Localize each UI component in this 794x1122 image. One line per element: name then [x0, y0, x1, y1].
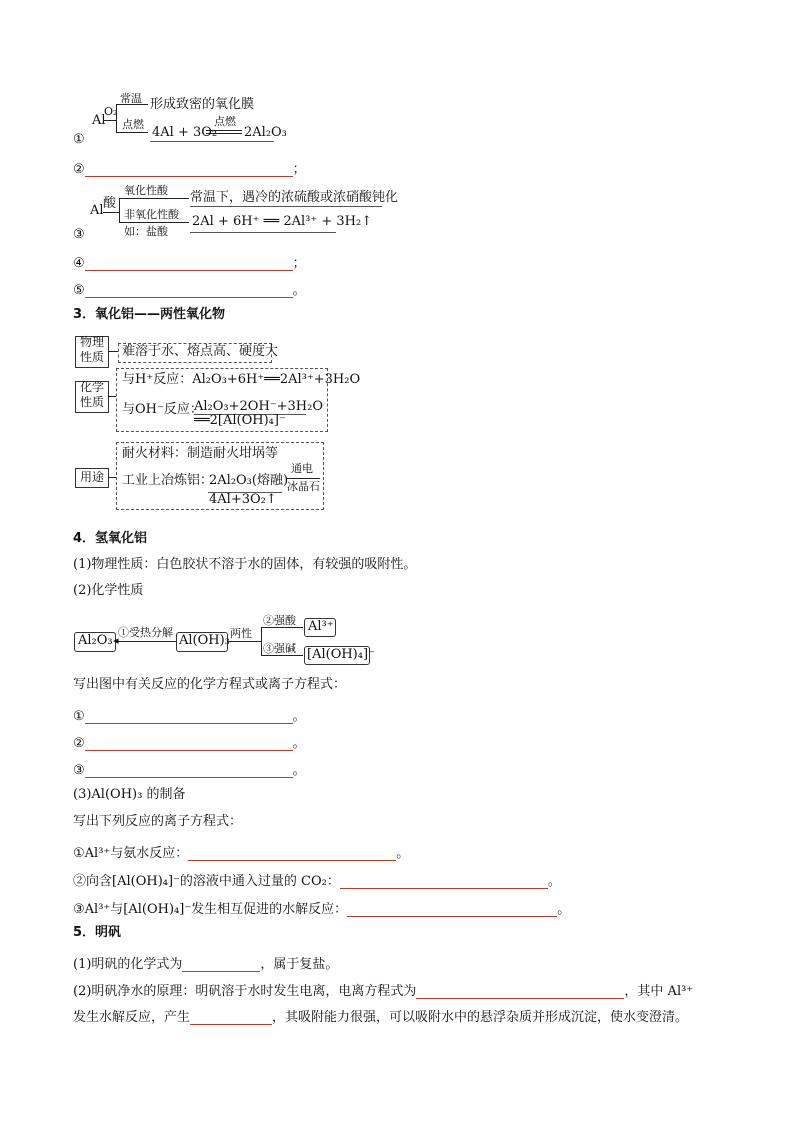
period-p1: 。	[396, 846, 410, 861]
alum-hydrolysis-line	[73, 1006, 688, 1025]
prep-question-2	[73, 870, 561, 889]
answer-blank-alum-formula[interactable]	[182, 959, 260, 972]
o2-label: O₂	[104, 105, 118, 118]
period: 。	[292, 283, 306, 298]
blank-line-h2	[73, 732, 306, 751]
chem-oh-eq-top: Al₂O₃+2OH⁻+3H₂O	[194, 399, 324, 414]
answer-blank-p1[interactable]	[188, 848, 396, 861]
sec4-prep-heading: (3)Al(OH)₃ 的制备	[73, 787, 186, 802]
prep-question-3	[73, 898, 570, 917]
d-al2o3: Al₂O₃	[78, 633, 113, 648]
phys-label: 物理性质	[79, 335, 104, 364]
alum-al3-text: ，其中 Al³⁺	[624, 984, 694, 999]
answer-blank-p3[interactable]	[347, 904, 557, 917]
chem-oh-label: 与OH⁻反应：	[122, 402, 203, 417]
answer-blank-h2[interactable]	[85, 738, 293, 751]
item-2-marker: ②	[73, 162, 85, 177]
prep-q2-text: 向含[Al(OH)₄]⁻的溶液中通入过量的 CO₂：	[86, 874, 340, 889]
answer-blank-h1[interactable]	[85, 711, 293, 724]
period-h2: 。	[292, 736, 306, 751]
eq-al-o2-left: 4Al + 3O₂	[152, 125, 218, 140]
prep-marker-1: ①	[73, 846, 85, 861]
cond-electrolysis: 通电	[291, 462, 313, 475]
item-4-marker: ④	[73, 256, 85, 271]
section-4-title: 4．氢氧化铝	[73, 531, 148, 546]
al-symbol: Al	[92, 113, 106, 128]
prep-question-1	[73, 842, 409, 861]
period-p3: 。	[557, 902, 571, 917]
alum-principle-text: (2)明矾净水的原理：明矾溶于水时发生电离，电离方程式为	[73, 984, 417, 999]
blank-line-h3	[73, 759, 306, 778]
answer-blank-ionization[interactable]	[416, 986, 624, 999]
prep-marker-3: ③	[73, 902, 85, 917]
use-refractory: 耐火材料：制造耐火坩埚等	[122, 446, 279, 461]
chem-h-reaction: 与H⁺反应：Al₂O₃+6H⁺══2Al³⁺+3H₂O	[122, 372, 361, 387]
eq-al-acid: 2Al + 6H⁺ ══ 2Al³⁺ + 3H₂↑	[192, 214, 373, 229]
hydroxide-item-2-marker: ②	[73, 736, 85, 751]
blank-line-h1	[73, 705, 306, 724]
answer-blank-4[interactable]	[85, 258, 293, 271]
passivation-text: 常温下，遇冷的浓硫酸或浓硝酸钝化	[190, 190, 399, 205]
al-symbol-2: Al	[90, 203, 104, 218]
d-strong-base: ③强碱	[263, 642, 296, 655]
d-decomp-label: ①受热分解	[118, 626, 173, 639]
hydroxide-item-1-marker: ①	[73, 709, 85, 724]
item-1-marker: ①	[73, 132, 85, 147]
eq-al-o2-right: 2Al₂O₃	[244, 125, 287, 140]
blank-line-2	[73, 158, 306, 177]
item-3-marker: ③	[73, 227, 85, 242]
chem-label: 化学性质	[79, 380, 104, 409]
sec4-prompt: 写出图中有关反应的化学方程式或离子方程式：	[73, 677, 347, 692]
eq-al-o2-cond: 点燃	[214, 115, 236, 128]
alum-formula-line	[73, 953, 338, 972]
use-label: 用途	[79, 470, 104, 484]
sec4-chem-props-heading: (2)化学性质	[73, 583, 144, 598]
section-5-title: 5．明矾	[73, 925, 122, 940]
acid-example: 如：盐酸	[124, 225, 168, 238]
period-h1: 。	[292, 709, 306, 724]
blank-line-5	[73, 279, 306, 298]
alum-hydrolysis-text: 发生水解反应，产生	[73, 1010, 191, 1025]
alum-adsorption-text: ，其吸附能力很强，可以吸附水中的悬浮杂质并形成沉淀，使水变澄清。	[272, 1010, 689, 1025]
use-smelting-left: 2Al₂O₃(熔融)	[209, 473, 289, 488]
d-amphoteric: 两性	[230, 627, 252, 640]
chem-oh-eq-bottom: ══2[Al(OH)₄]⁻	[194, 413, 286, 428]
acid-label: 酸	[103, 196, 117, 211]
cond-ignite: 点燃	[122, 118, 144, 131]
d-strong-acid: ②强酸	[263, 614, 296, 627]
answer-blank-product[interactable]	[190, 1012, 272, 1025]
answer-blank-5[interactable]	[85, 285, 293, 298]
cond-cryolite: 冰晶石	[287, 480, 320, 493]
d-aloh3: Al(OH)₃	[179, 633, 230, 648]
d-aloh4: [Al(OH)₄]⁻	[307, 647, 375, 662]
answer-blank-p2[interactable]	[340, 876, 548, 889]
alum-double-salt-text: ，属于复盐。	[260, 957, 339, 972]
arrow-head-left: ◂	[113, 634, 119, 647]
prep-q1-text: Al³⁺与氨水反应：	[84, 846, 189, 861]
answer-blank-2[interactable]	[85, 164, 293, 177]
prep-marker-2: ②	[73, 874, 87, 889]
blank-line-4	[73, 252, 306, 271]
semicolon: ；	[292, 162, 306, 177]
d-al3: Al³⁺	[308, 619, 334, 634]
period-h3: 。	[292, 763, 306, 778]
phys-content: 难溶于水、熔点高、硬度大	[122, 344, 279, 359]
cond-nonoxidizing-acid: 非氧化性酸	[124, 208, 179, 221]
answer-blank-h3[interactable]	[85, 765, 293, 778]
prep-q3-text: Al³⁺与[Al(OH)₄]⁻发生相互促进的水解反应：	[84, 902, 348, 917]
sec4-prompt-2: 写出下列反应的离子方程式：	[73, 814, 243, 829]
item-5-marker: ⑤	[73, 283, 85, 298]
cond-oxidizing-acid: 氧化性酸	[124, 184, 168, 197]
section-3-title: 3．氧化铝——两性氧化物	[73, 307, 226, 322]
alum-formula-text: (1)明矾的化学式为	[73, 957, 183, 972]
use-smelting-right: 4Al+3O₂↑	[209, 492, 277, 507]
period-p2: 。	[547, 874, 561, 889]
use-smelting-label: 工业上冶炼铝：	[122, 473, 214, 488]
cond-normal-temp: 常温	[120, 92, 142, 105]
hydroxide-item-3-marker: ③	[73, 763, 85, 778]
oxide-film-text: 形成致密的氧化膜	[150, 97, 255, 112]
sec4-physical-props: (1)物理性质：白色胶状不溶于水的固体，有较强的吸附性。	[73, 557, 417, 572]
alum-principle-line	[73, 980, 693, 999]
semicolon-2: ；	[292, 256, 306, 271]
